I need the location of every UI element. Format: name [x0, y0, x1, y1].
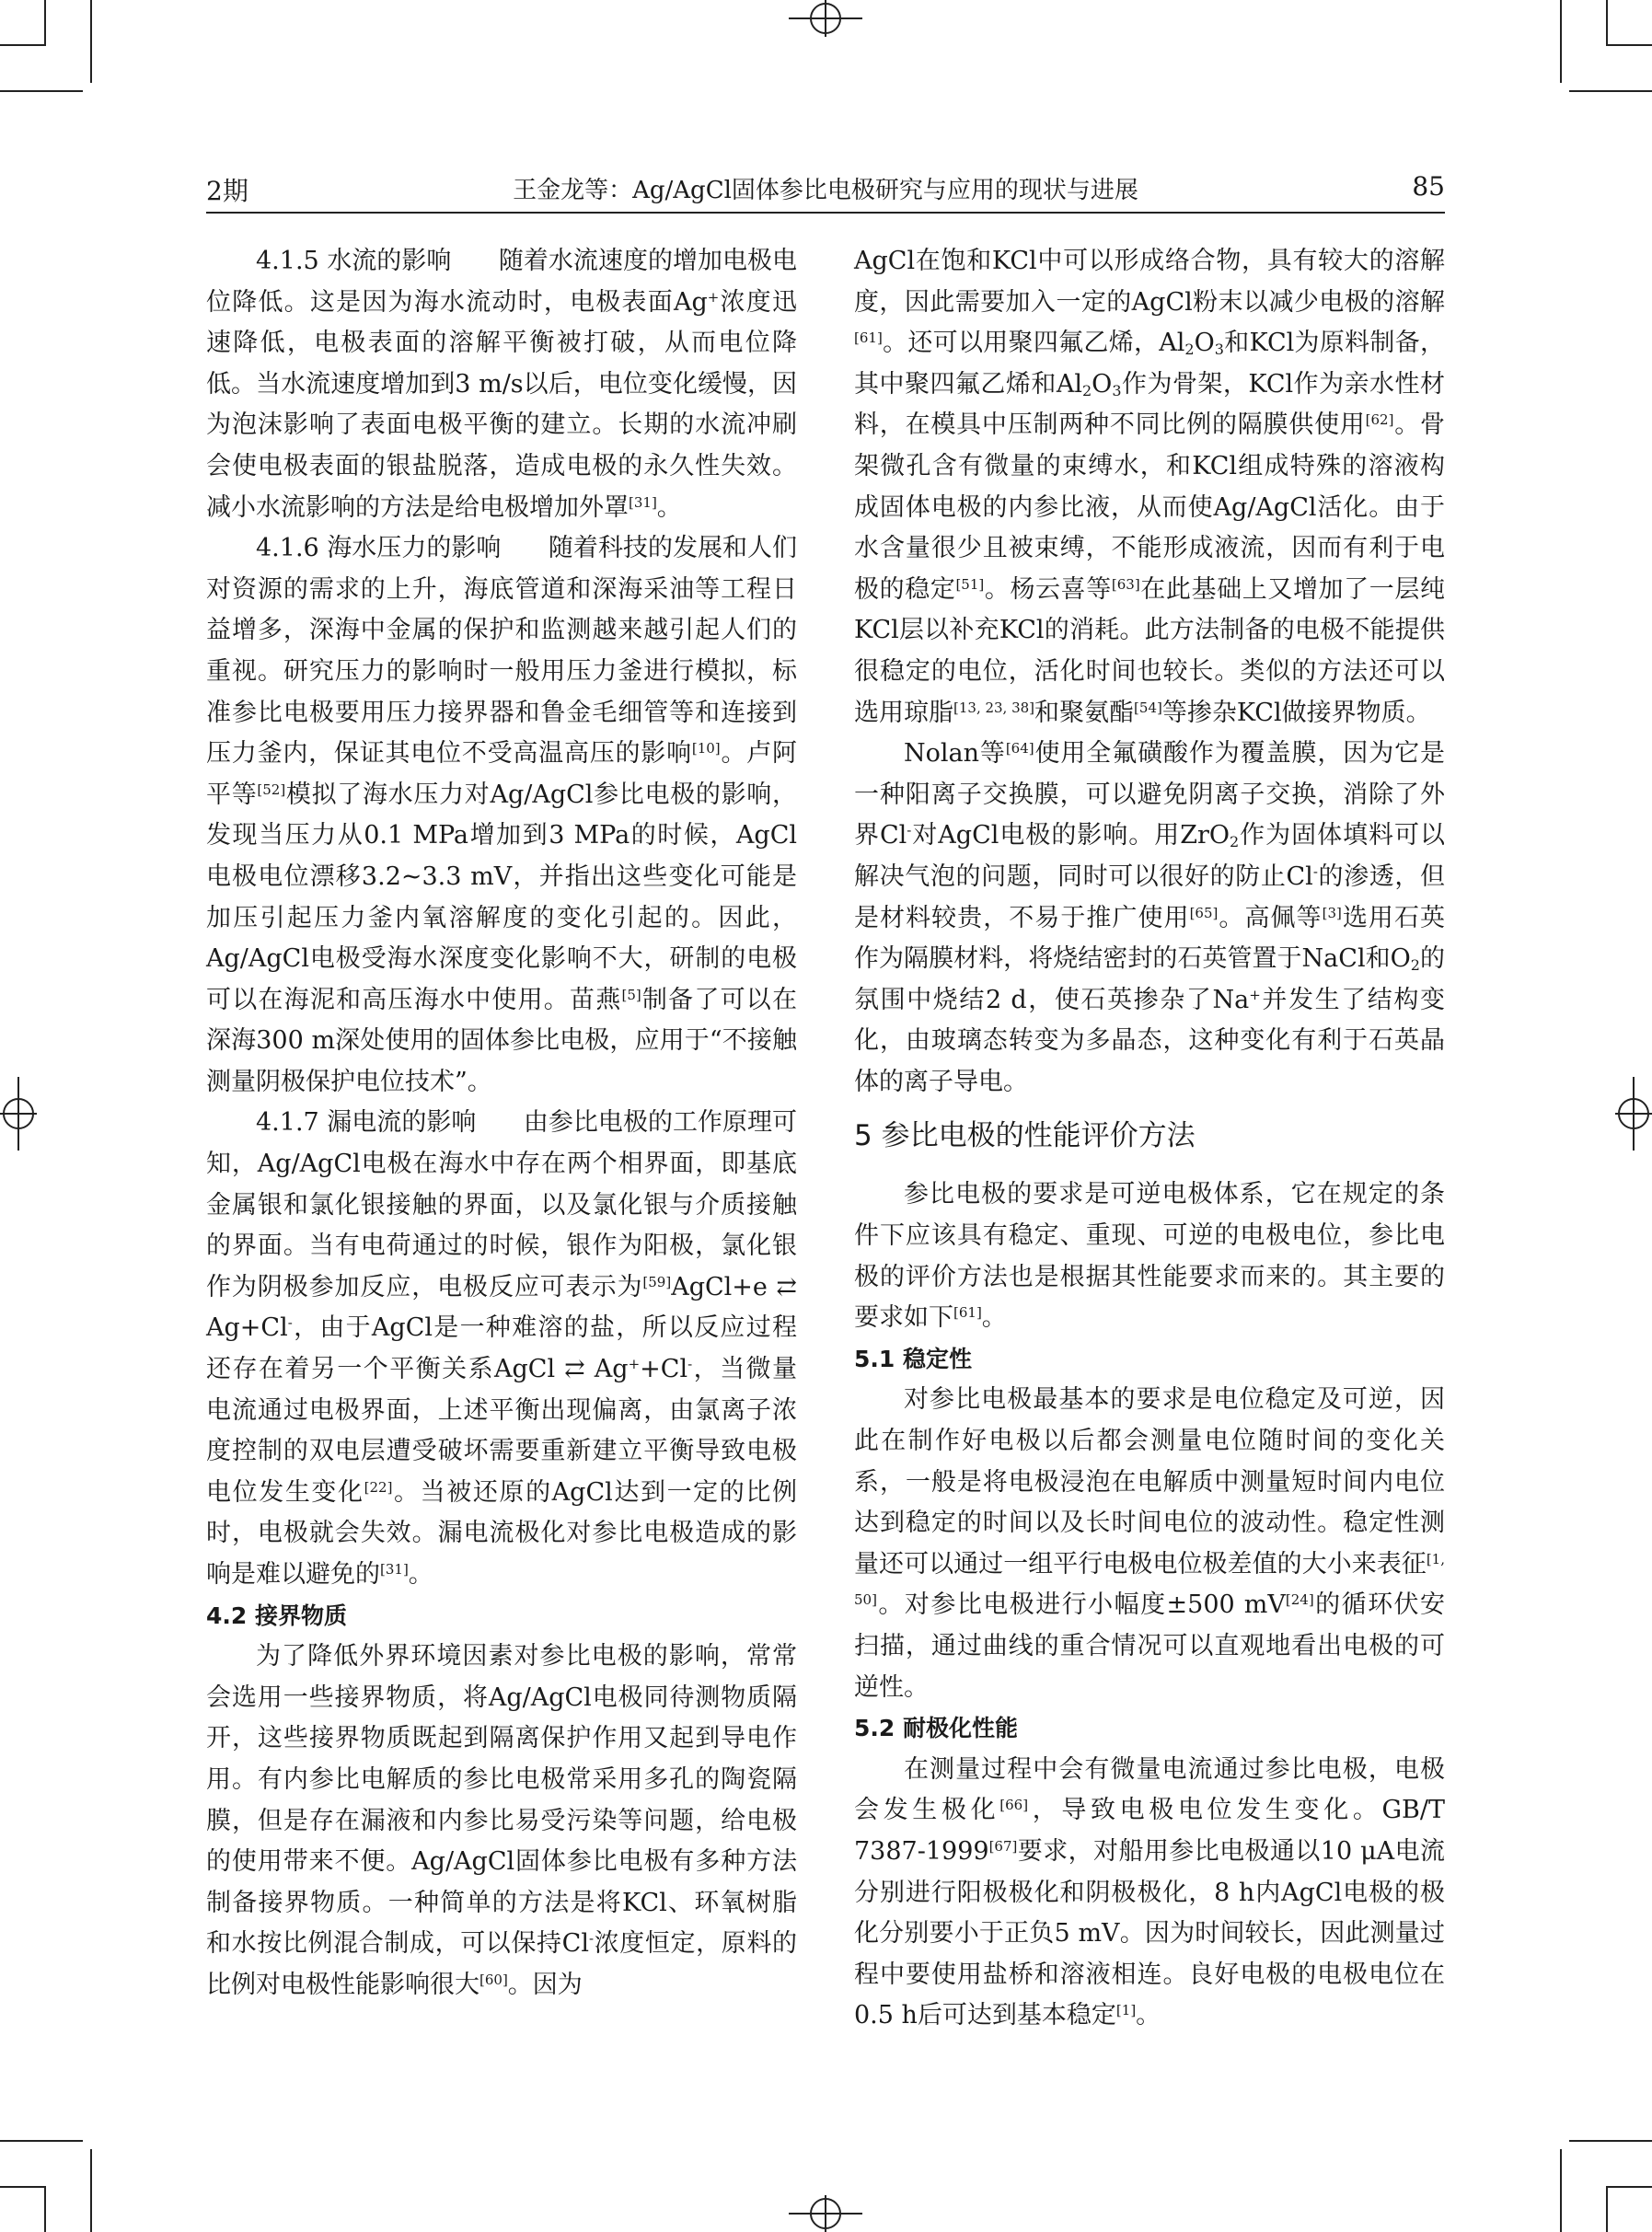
paragraph-5-2: 在测量过程中会有微量电流通过参比电极，电极会发生极化[66]，导致电极电位发生变化。GB/T 7387-1999[67]要求，对船用参比电极通以10 μA电流分别进行阳极极化和阴极极化，8 h内AgCl电极的极化分别要小于正负5 mV。因为时间较长，因此测量过程中要使用盐桥和溶液相连。良好电极的电极电位在0.5 h后可达到基本稳定[1]。	[854, 1754, 1446, 2030]
crop-mark	[1560, 2149, 1562, 2232]
running-title: 王金龙等：Ag/AgCl固体参比电极研究与应用的现状与进展	[513, 177, 1138, 204]
citation: [1]	[1115, 2002, 1137, 2019]
heading-5-2: 5.2 耐极化性能	[854, 1715, 1018, 1742]
subsection-label-4-1-6: 4.1.6 海水压力的影响	[256, 534, 502, 563]
crop-mark	[1560, 0, 1562, 83]
crop-mark	[1606, 44, 1652, 46]
paragraph-5: 参比电极的要求是可逆电极体系，它在规定的条件下应该具有稳定、重现、可逆的电极电位，参比电极的评价方法也是根据其性能要求而来的。其主要的要求如下[61]。	[854, 1180, 1445, 1333]
citation: [61]	[854, 330, 883, 347]
crop-mark	[1569, 90, 1652, 92]
crop-mark	[90, 2149, 92, 2232]
citation: [52]	[257, 781, 286, 798]
citation: [54]	[1134, 699, 1162, 716]
paragraph-nolan: Nolan等[64]使用全氟磺酸作为覆盖膜，因为它是一种阳离子交换膜，可以避免阴离子交换，消除了外界Cl-对AgCl电极的影响。用ZrO$_2$作为固体填料可以解决气泡的问题，同时可以很好的防止Cl-的渗透，但是材料较贵，不易于推广使用[65]。高佩等[3]选用石英作为隔膜材料，将烧结密封的石英管置于NaCl和$O_2$的氛围中烧结2 d，使石英掺杂了Na+并发生了结构变化，由玻璃态转变为多晶态，这种变化有利于石英晶体的离子导电。	[854, 739, 1446, 1096]
header-rule	[206, 212, 1445, 214]
crop-mark	[1606, 2186, 1608, 2232]
paragraph-4-1-5: 4.1.5 水流的影响 随着水流速度的增加电极电位降低。这是因为海水流动时，电极表面Ag+浓度迅速降低，电极表面的溶解平衡被打破，从而电位降低。当水流速度增加到3 m/s以后，电位变化缓慢，因为泡沫影响了表面电极平衡的建立。长期的水流冲刷会使电极表面的银盐脱落，造成电极的永久性失效。减小水流影响的方法是给电极增加外罩[31]。	[206, 247, 798, 522]
registration-mark-left	[0, 1077, 37, 1151]
crop-mark	[1606, 2186, 1652, 2188]
citation: [63]	[1111, 575, 1140, 593]
citation: [3]	[1322, 904, 1342, 921]
citation: [13, 23, 38]	[953, 699, 1035, 716]
citation: [5]	[621, 986, 641, 1003]
section-heading-5: 5 参比电极的性能评价方法	[854, 1119, 1196, 1153]
citation: [62]	[1365, 411, 1394, 429]
citation: [51]	[955, 575, 985, 593]
crop-mark	[0, 2140, 83, 2142]
crop-mark	[1606, 0, 1608, 46]
citation: [10]	[691, 740, 721, 757]
page-number: 85	[1412, 171, 1445, 202]
left-column	[206, 241, 797, 2006]
crop-mark	[44, 0, 46, 46]
crop-mark	[0, 44, 46, 46]
running-header	[206, 168, 1445, 208]
crop-mark	[1569, 2140, 1652, 2142]
crop-mark	[44, 2186, 46, 2232]
citation: [31]	[629, 493, 657, 511]
crop-mark	[0, 2186, 46, 2188]
registration-mark-bottom	[789, 2195, 862, 2232]
citation: [31]	[380, 1561, 409, 1578]
heading-4-2: 4.2 接界物质	[206, 1602, 347, 1629]
subsection-label-4-1-7: 4.1.7 漏电流的影响	[256, 1108, 477, 1138]
citation: [60]	[479, 1971, 508, 1988]
paragraph-4-1-6: 4.1.6 海水压力的影响 随着科技的发展和人们对资源的需求的上升，海底管道和深海采油等工程日益增多，深海中金属的保护和监测越来越引起人们的重视。研究压力的影响时一般用压力釜进行模拟，标准参比电极要用压力接界器和鲁金毛细管等和连接到压力釜内，保证其电位不受高温高压的影响[10]。卢阿平等[52]模拟了海水压力对Ag/AgCl参比电极的影响，发现当压力从0.1 MPa增加到3 MPa的时候，AgCl电极电位漂移3.2~3.3 mV，并指出这些变化可能是加压引起压力釜内氧溶解度的变化引起的。因此，Ag/AgCl电极受海水深度变化影响不大，研制的电极可以在海泥和高压海水中使用。苗燕[5]制备了可以在深海300 m深处使用的固体参比电极，应用于“不接触测量阴极保护电位技术”。	[206, 534, 798, 1096]
subsection-label-4-1-5: 4.1.5 水流的影响	[256, 247, 452, 275]
citation: [24]	[1285, 1591, 1314, 1609]
citation: [64]	[1005, 740, 1034, 757]
registration-mark-top	[789, 0, 862, 37]
citation: [65]	[1189, 904, 1219, 921]
right-column	[854, 241, 1445, 2037]
registration-mark-right	[1615, 1077, 1652, 1151]
paragraph-4-1-7: 4.1.7 漏电流的影响 由参比电极的工作原理可知，Ag/AgCl电极在海水中存在两个相界面，即基底金属银和氯化银接触的界面，以及氯化银与介质接触的界面。当有电荷通过的时候，银作为阳极，氯化银作为阴极参加反应，电极反应可表示为[59]AgCl+e ⇄ Ag+Cl-，由于AgCl是一种难溶的盐，所以反应过程还存在着另一个平衡关系AgCl ⇄ Ag++Cl-，当微量电流通过电极界面，上述平衡出现偏离，由氯离子浓度控制的双电层遭受破坏需要重新建立平衡导致电极电位发生变化[22]。当被还原的AgCl达到一定的比例时，电极就会失效。漏电流极化对参比电极造成的影响是难以避免的[31]。	[206, 1108, 798, 1589]
issue-number: 2期	[206, 176, 248, 206]
paragraph-4-2: 为了降低外界环境因素对参比电极的影响，常常会选用一些接界物质，将Ag/AgCl电极同待测物质隔开，这些接界物质既起到隔离保护作用又起到导电作用。有内参比电解质的参比电极常采用多孔的陶瓷隔膜，但是存在漏液和内参比易受污染等问题，给电极的使用带来不便。Ag/AgCl固体参比电极有多种方法制备接界物质。一种简单的方法是将KCl、环氧树脂和水按比例混合制成，可以保持Cl-浓度恒定，原料的比例对电极性能影响很大[60]。因为	[206, 1642, 798, 1999]
crop-mark	[0, 90, 83, 92]
citation: [1, 50]	[854, 1550, 1445, 1609]
paragraph-5-1: 对参比电极最基本的要求是电位稳定及可逆，因此在制作好电极以后都会测量电位随时间的变化关系，一般是将电极浸泡在电解质中测量短时间内电位达到稳定的时间以及长时间电位的波动性。稳定性测量还可以通过一组平行电极电位极差值的大小来表征[1, 50]。对参比电极进行小幅度±500 mV[24]的循环伏安扫描，通过曲线的重合情况可以直观地看出电极的可逆性。	[854, 1385, 1446, 1702]
citation: [61]	[953, 1304, 982, 1322]
citation: [67]	[988, 1837, 1018, 1855]
heading-5-1: 5.1 稳定性	[854, 1345, 972, 1372]
paragraph-4-2-continued: AgCl在饱和KCl中可以形成络合物，具有较大的溶解度，因此需要加入一定的AgCl粉末以减少电极的溶解[61]。还可以用聚四氟乙烯，$Al_2O_3$和KCl为原料制备，其中聚四氟乙烯和$Al_2O_3$作为骨架，KCl作为亲水性材料，在模具中压制两种不同比例的隔膜供使用[62]。骨架微孔含有微量的束缚水，和KCl组成特殊的溶液构成固体电极的内参比液，从而使Ag/AgCl活化。由于水含量很少且被束缚，不能形成液流，因而有利于电极的稳定[51]。杨云喜等[63]在此基础上又增加了一层纯KCl层以补充KCl的消耗。此方法制备的电极不能提供很稳定的电位，活化时间也较长。类似的方法还可以选用琼脂[13, 23, 38]和聚氨酯[54]等掺杂KCl做接界物质。	[854, 247, 1446, 727]
crop-mark	[90, 0, 92, 83]
citation: [59]	[642, 1273, 672, 1290]
citation: [22]	[364, 1478, 393, 1496]
citation: [66]	[999, 1797, 1029, 1814]
